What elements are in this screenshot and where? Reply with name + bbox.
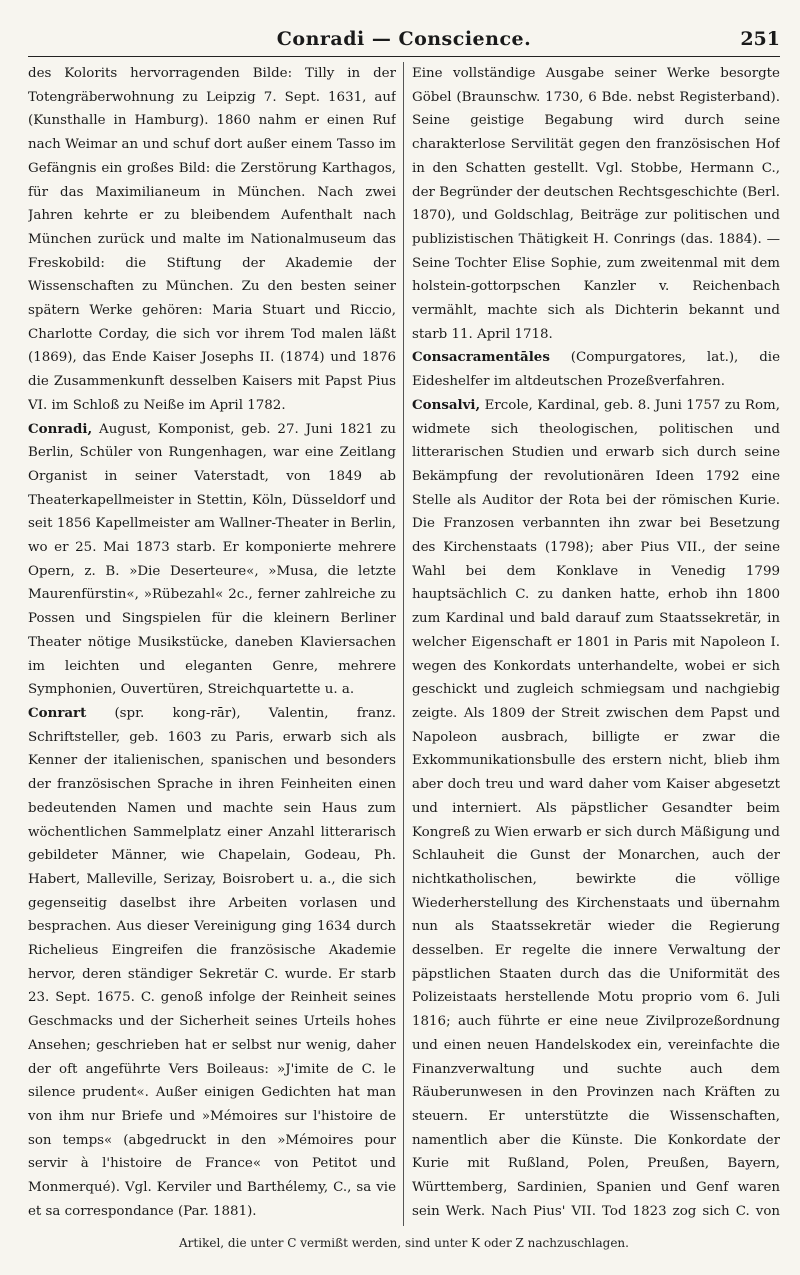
entry-conring — [28, 1223, 396, 1226]
entry-consacramentales — [412, 346, 780, 393]
entry-text: August, Komponist, geb. 27. Juni 1821 zu Berlin, Schüler von Rungenhagen, war eine Zeitlang Organist in seiner Vaterstadt, von 1849 ab Theaterkapellmeister in Stettin, Köln, Düsseldorf und seit 1856 Kapellmeister am Wallner-Theater in Berlin, wo er 25. Mai 1873 starb. Er komponierte mehrere Opern, z. B. »Die Deserteure«, »Musa, die letzte Maurenfürstin«, »Rübezahl« 2c., ferner zahlreiche zu Possen und Singspielen für die kleinern Berliner Theater nötige Musikstücke, daneben Klaviersachen im leichten und eleganten Genre, mehrere Symphonien, Ouvertüren, Streichquartette u. a. — [28, 421, 396, 698]
left-column — [28, 62, 396, 1226]
entry-text: Ercole, Kardinal, geb. 8. Juni 1757 zu Rom, widmete sich theologischen, politischen und litterarischen Studien und erwarb sich durch seine Bekämpfung der revolutionären Ideen 1792 eine Stelle als Auditor der Rota bei der römischen Kurie. Die Franzosen verbannten ihn zwar bei Besetzung des Kirchenstaats (1798); aber Pius VII., der seine Wahl bei dem Konklave in Venedig 1799 hauptsächlich C. zu danken hatte, erhob ihn 1800 zum Kardinal und bald darauf zum Staatssekretär, in welcher Eigenschaft er 1801 in Paris mit Napoleon I. wegen des Konkordats unterhandelte, wobei er sich geschickt und zugleich schmiegsam und nachgiebig zeigte. Als 1809 der Streit zwischen dem Papst und Napoleon ausbrach, billigte er zwar die Exkommunikationsbulle des erstern nicht, blieb ihm aber doch treu und ward daher vom Kaiser abgesetzt und interniert. Als päpstlicher Gesandter beim Kongreß zu Wien erwarb er sich durch Mäßigung und Schlauheit die Gunst der Monarchen, auch der nichtkatholischen, bewirkte die völlige Wiederherstellung des Kirchenstaats und übernahm nun als Staatssekretär wieder die Regierung desselben. Er regelte die innere Verwaltung der päpstlichen Staaten durch das die Uniformität des Polizeistaats herstellende Motu proprio vom 6. Juli 1816; auch führte er eine neue Zivilprozeßordnung und einen neuen Handelskodex ein, vereinfachte die Finanzverwaltung und suchte auch dem Räuberunwesen in den Provinzen nach Kräften zu steuern. Er unterstützte die Wissenschaften, namentlich aber die Künste. Die Konkordate der Kurie mit Rußland, Polen, Preußen, Bayern, Württemberg, Sardinien, Spanien und Genf waren sein Werk. Nach Pius' VII. Tod 1823 zog sich C. von — [412, 397, 780, 1219]
headword: Conrart — [28, 704, 87, 721]
headword: Consalvi, — [412, 396, 481, 413]
page-footer-note: Artikel, die unter C vermißt werden, sind unter K oder Z nachzuschlagen. — [179, 1236, 629, 1250]
running-title: Conradi — Conscience. — [276, 28, 532, 50]
entry-conradi — [28, 418, 396, 702]
page-number: 251 — [740, 28, 780, 50]
dictionary-page — [28, 0, 780, 1275]
page-header — [28, 14, 780, 57]
column-divider — [403, 62, 404, 1226]
headword: Consacramentāles — [412, 349, 550, 366]
right-column — [412, 62, 780, 1226]
headword: Conradi, — [28, 420, 93, 437]
right-continuation: Eine vollständige Ausgabe seiner Werke besorgte Göbel (Braunschw. 1730, 6 Bde. nebst Registerband). Seine geistige Begabung wird durch seine charakterlose Servilität gegen den französischen Hof in den Schatten gestellt. Vgl. Stobbe, Hermann C., der Begründer der deutschen Rechtsgeschichte (Berl. 1870), und Goldschlag, Beiträge zur politischen und publizistischen Thätigkeit H. Conrings (das. 1884). — Seine Tochter Elise Sophie, zum zweitenmal mit dem holstein-gottorpschen Kanzler v. Reichenbach vermählt, machte sich als Dichterin bekannt und starb 11. April 1718. — [412, 66, 780, 342]
entry-conrart — [28, 702, 396, 1223]
left-continuation: des Kolorits hervorragenden Bilde: Tilly in der Totengräberwohnung zu Leipzig 7. Sept. 1631, auf (Kunsthalle in Hamburg). 1860 nahm er einen Ruf nach Weimar an und schuf dort außer einem Tasso im Gefängnis ein großes Bild: die Zerstörung Karthagos, für das Maximilianeum in München. Nach zwei Jahren kehrte er zu bleibendem Aufenthalt nach München zurück und malte im Nationalmuseum das Freskobild: die Stiftung der Akademie der Wissenschaften zu München. Zu den besten seiner spätern Werke gehören: Maria Stuart und Riccio, Charlotte Corday, die sich vor ihrem Tod malen läßt (1869), das Ende Kaiser Josephs II. (1874) und 1876 die Zusammenkunft desselben Kaisers mit Papst Pius VI. im Schloß zu Neiße im April 1782. — [28, 66, 396, 413]
entry-consalvi — [412, 394, 780, 1226]
entry-text: (spr. kong-rār), Valentin, franz. Schriftsteller, geb. 1603 zu Paris, erwarb sich als Kenner der italienischen, spanischen und besonders der französischen Sprache in ihren Feinheiten einen bedeutenden Namen und machte sein Haus zum wöchentlichen Sammelplatz einer Anzahl litterarisch gebildeter Männer, wie Chapelain, Godeau, Ph. Habert, Malleville, Serizay, Boisrobert u. a., die sich gegenseitig daselbst ihre Arbeiten vorlasen und besprachen. Aus dieser Vereinigung ging 1634 durch Richelieus Eingreifen die französische Akademie hervor, deren ständiger Sekretär C. wurde. Er starb 23. Sept. 1675. C. genoß infolge der Reinheit seines Geschmacks und der Sicherheit seines Urteils hohes Ansehen; geschrieben hat er selbst nur wenig, daher der oft angeführte Vers Boileaus: »J'imite de C. le silence prudent«. Außer einigen Gedichten hat man von ihm nur Briefe und »Mémoires sur l'histoire de son temps« (abgedruckt in den »Mémoires pour servir à l'histoire de France« von Petitot und Monmerqué). Vgl. Kerviler und Barthélemy, C., sa vie et sa correspondance (Par. 1881). — [28, 705, 396, 1219]
entry-text: (Compurgatores, lat.), die Eideshelfer im altdeutschen Prozeßverfahren. — [412, 350, 780, 390]
text-columns — [28, 62, 780, 1226]
